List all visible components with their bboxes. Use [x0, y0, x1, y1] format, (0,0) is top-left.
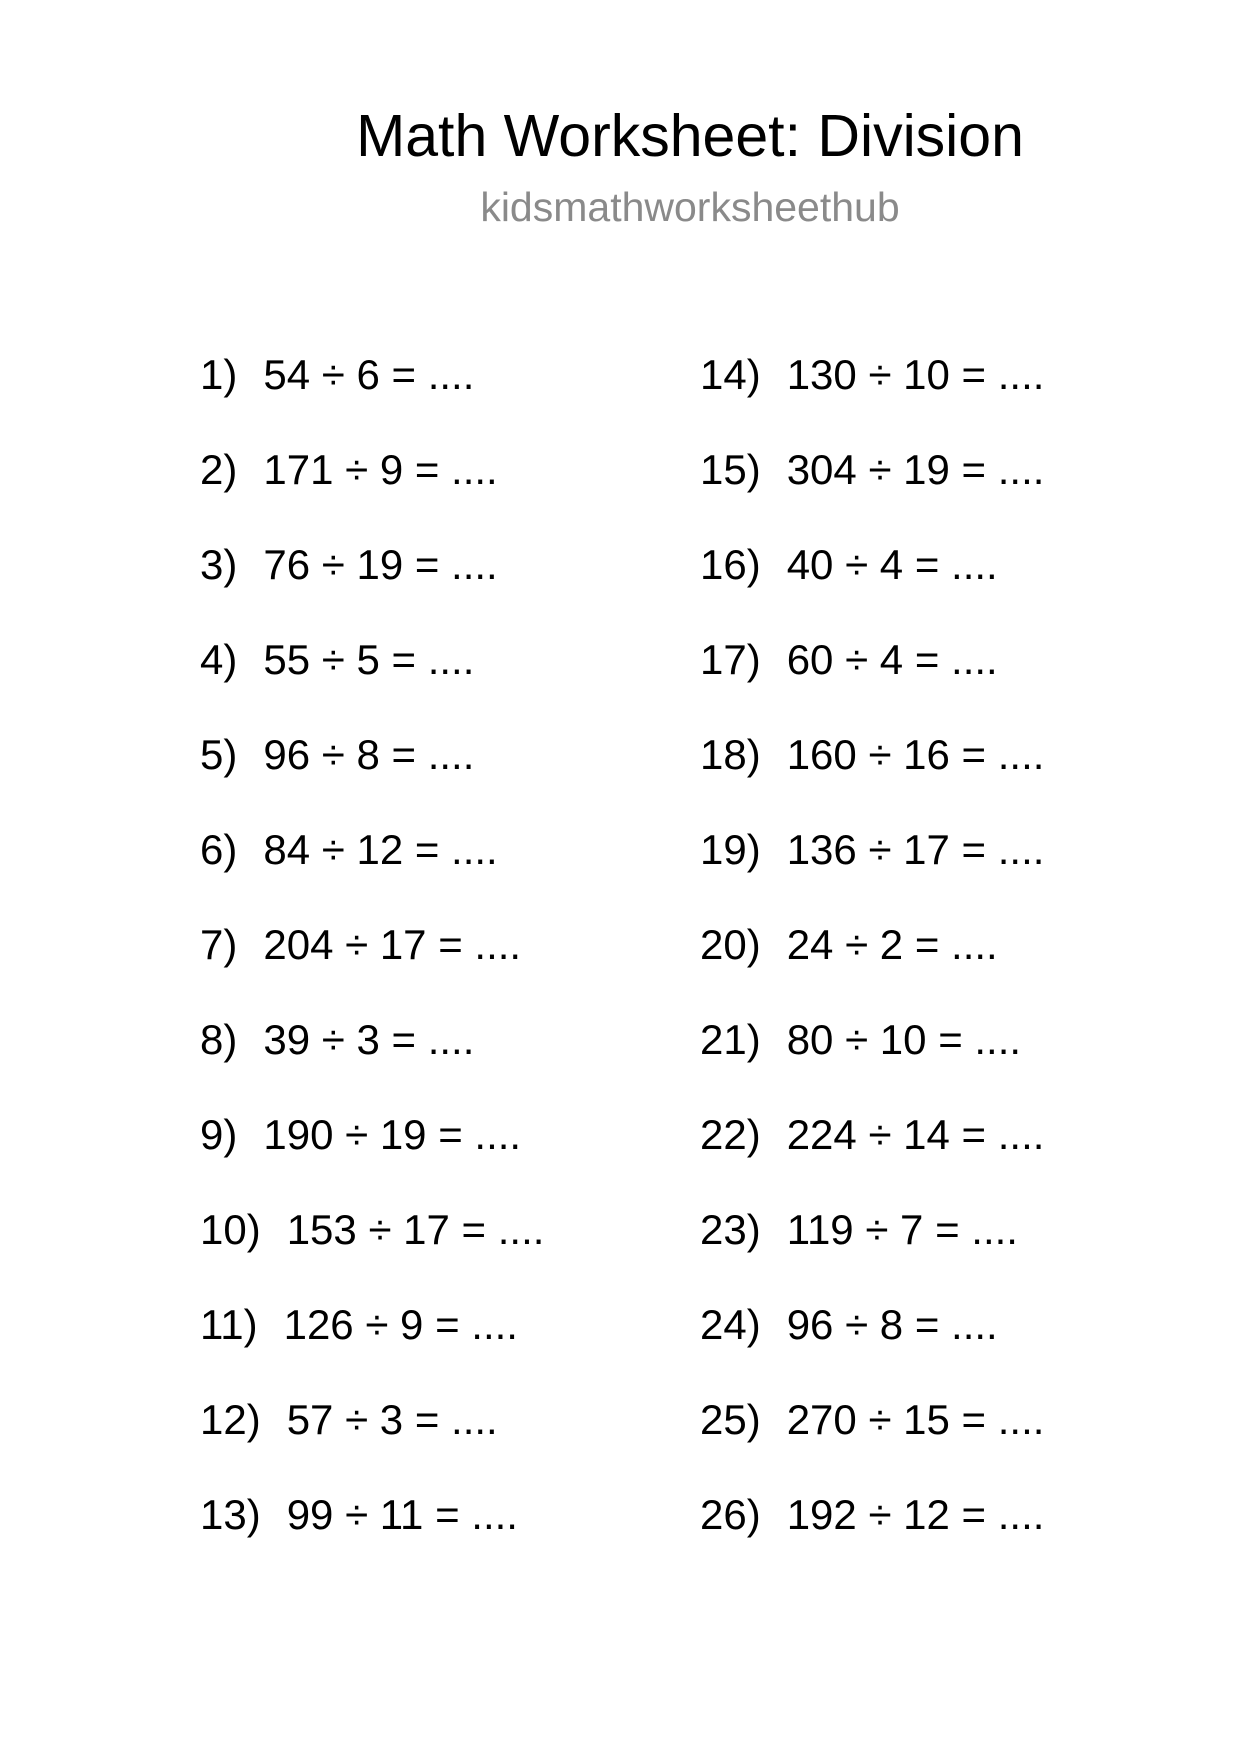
problem-expression: 136 ÷ 17 = ....: [786, 826, 1045, 873]
problem-item: [200, 440, 544, 535]
problem-number: 12): [200, 1396, 261, 1443]
problem-item: [700, 1200, 1044, 1295]
problem-expression: 192 ÷ 12 = ....: [786, 1491, 1045, 1538]
problem-item: [200, 535, 544, 630]
problem-expression: 204 ÷ 17 = ....: [263, 921, 522, 968]
problem-expression: 270 ÷ 15 = ....: [786, 1396, 1045, 1443]
problem-number: 17): [700, 636, 761, 683]
problem-item: [200, 820, 544, 915]
worksheet-subtitle: kidsmathworksheethub: [480, 184, 900, 230]
problem-item: [700, 725, 1044, 820]
problem-expression: 84 ÷ 12 = ....: [263, 826, 498, 873]
problem-expression: 40 ÷ 4 = ....: [786, 541, 998, 588]
problem-expression: 54 ÷ 6 = ....: [263, 351, 475, 398]
problem-number: 16): [700, 541, 761, 588]
problem-number: 4): [200, 636, 238, 683]
problem-expression: 304 ÷ 19 = ....: [786, 446, 1045, 493]
problem-item: [200, 1200, 544, 1295]
problem-item: [700, 345, 1044, 440]
problem-item: [700, 440, 1044, 535]
problem-number: 15): [700, 446, 761, 493]
problem-expression: 119 ÷ 7 = ....: [786, 1206, 1018, 1253]
worksheet-title: Math Worksheet: Division: [356, 103, 1024, 169]
problem-expression: 80 ÷ 10 = ....: [786, 1016, 1022, 1063]
problem-expression: 57 ÷ 3 = ....: [286, 1396, 498, 1443]
problem-number: 20): [700, 921, 761, 968]
problem-number: 24): [700, 1301, 761, 1348]
problem-item: [700, 1485, 1044, 1580]
problem-item: [700, 1390, 1044, 1485]
problem-expression: 96 ÷ 8 = ....: [786, 1301, 998, 1348]
problem-expression: 126 ÷ 9 = ....: [283, 1301, 518, 1348]
problem-number: 13): [200, 1491, 261, 1538]
problem-number: 26): [700, 1491, 761, 1538]
problem-item: [200, 725, 544, 820]
problem-expression: 76 ÷ 19 = ....: [263, 541, 498, 588]
problem-number: 25): [700, 1396, 761, 1443]
problem-number: 5): [200, 731, 238, 778]
problem-item: [700, 1105, 1044, 1200]
problem-number: 10): [200, 1206, 261, 1253]
problem-column-left: [200, 345, 544, 1580]
problem-item: [200, 1105, 544, 1200]
problem-expression: 153 ÷ 17 = ....: [286, 1206, 545, 1253]
problem-item: [200, 1390, 544, 1485]
problem-item: [200, 1485, 544, 1580]
problem-number: 6): [200, 826, 238, 873]
problem-expression: 171 ÷ 9 = ....: [263, 446, 498, 493]
problem-expression: 55 ÷ 5 = ....: [263, 636, 475, 683]
problem-number: 3): [200, 541, 238, 588]
problem-item: [700, 535, 1044, 630]
problem-number: 2): [200, 446, 238, 493]
problem-expression: 24 ÷ 2 = ....: [786, 921, 998, 968]
problem-number: 9): [200, 1111, 238, 1158]
problem-item: [200, 630, 544, 725]
problem-expression: 99 ÷ 11 = ....: [286, 1491, 518, 1538]
problem-item: [200, 345, 544, 440]
problem-item: [200, 1295, 544, 1390]
problem-number: 18): [700, 731, 761, 778]
problem-item: [700, 1295, 1044, 1390]
problem-number: 22): [700, 1111, 761, 1158]
problem-number: 19): [700, 826, 761, 873]
problem-item: [700, 820, 1044, 915]
problem-number: 11): [200, 1301, 258, 1348]
problem-column-right: [700, 345, 1044, 1580]
problem-number: 1): [200, 351, 238, 398]
problem-expression: 130 ÷ 10 = ....: [786, 351, 1045, 398]
problem-number: 21): [700, 1016, 761, 1063]
problem-number: 7): [200, 921, 238, 968]
problem-item: [200, 915, 544, 1010]
problem-item: [700, 915, 1044, 1010]
problem-number: 8): [200, 1016, 238, 1063]
problem-expression: 96 ÷ 8 = ....: [263, 731, 475, 778]
problem-expression: 60 ÷ 4 = ....: [786, 636, 998, 683]
problem-expression: 190 ÷ 19 = ....: [263, 1111, 522, 1158]
problem-expression: 39 ÷ 3 = ....: [263, 1016, 475, 1063]
problem-number: 23): [700, 1206, 761, 1253]
problem-expression: 224 ÷ 14 = ....: [786, 1111, 1045, 1158]
problem-item: [700, 630, 1044, 725]
problem-expression: 160 ÷ 16 = ....: [786, 731, 1045, 778]
problem-number: 14): [700, 351, 761, 398]
problem-item: [700, 1010, 1044, 1105]
problem-item: [200, 1010, 544, 1105]
